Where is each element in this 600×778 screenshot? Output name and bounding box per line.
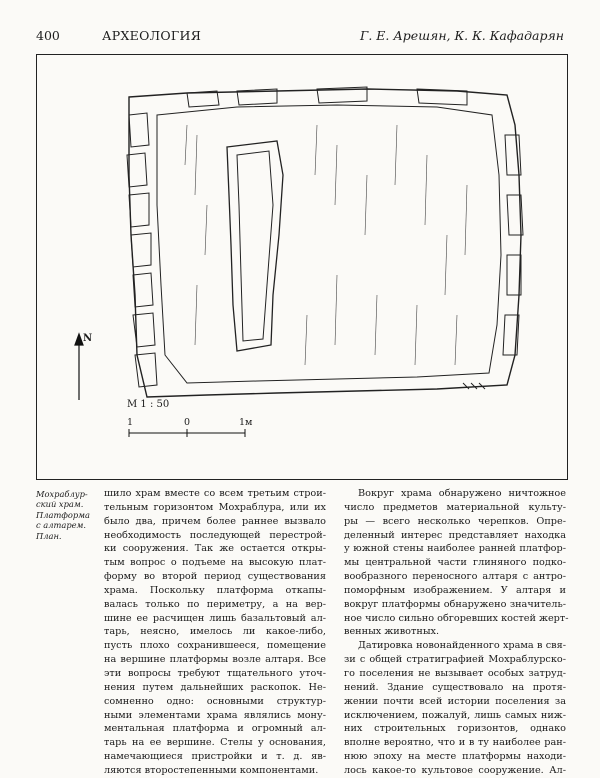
- text-line: го поселения не вызывает особых затруд-: [344, 667, 566, 679]
- text-line: шило храм вместе со всем третьим строи-: [104, 488, 326, 499]
- text-line: мы центральной части глиняного подко-: [344, 557, 566, 569]
- text-line: нюю эпоху на месте платформы находи-: [344, 751, 566, 763]
- text-line: поморфным изображением. У алтаря и: [344, 584, 566, 596]
- text-line: зи с общей стратиграфией Мохраблурско-: [344, 654, 566, 666]
- text-line: ры — всего несколько черепков. Опре-: [344, 515, 566, 527]
- text-line: исключением, пожалуй, лишь самых ниж-: [344, 709, 566, 721]
- text-line: вообразного переносного алтаря с антро-: [344, 571, 566, 583]
- text-line: ными элементами храма являлись мону-: [104, 709, 326, 721]
- text-line: Датировка новонайденного храма в свя-: [358, 640, 566, 652]
- caption-line: с алтарем.: [36, 520, 87, 531]
- caption-line: Платформа: [36, 509, 90, 520]
- text-line: Вокруг храма обнаружено ничтожное: [358, 488, 566, 499]
- text-line: деленный интерес представляет находка: [344, 529, 566, 541]
- caption-line: План.: [36, 530, 62, 541]
- text-line: форму во второй период существования: [104, 571, 326, 583]
- text-column-1: [104, 487, 326, 778]
- text-line: тарь, неясно, имелось ли какое-либо,: [104, 626, 326, 638]
- figure-caption: [36, 489, 98, 541]
- scale-tick-zero: 0: [184, 417, 191, 428]
- section-title: АРХЕОЛОГИЯ: [102, 28, 202, 43]
- text-line: храма. Поскольку платформа откапы-: [104, 584, 326, 596]
- text-line: пусть плохо сохранившееся, помещение: [104, 640, 326, 652]
- text-line: жении почти всей истории поселения за: [344, 695, 566, 707]
- text-line: нений. Здание существовало на протя-: [344, 681, 566, 693]
- text-line: ное число сильно обгоревших костей жерт-: [344, 612, 569, 624]
- text-line: ляются второстепенными компонентами.: [104, 764, 319, 776]
- text-line: намечающиеся пристройки и т. д. яв-: [104, 751, 326, 763]
- text-line: тым вопрос о подъеме на высокую плат-: [104, 557, 326, 569]
- text-line: вокруг платформы обнаружено значитель-: [344, 598, 566, 610]
- text-line: эти вопросы требуют тщательного уточ-: [104, 667, 326, 679]
- text-line: необходимость последующей перестрой-: [104, 529, 326, 541]
- temple-plan-drawing: [37, 55, 567, 479]
- text-line: валась только по периметру, а на вер-: [104, 598, 326, 610]
- north-label: N: [83, 333, 93, 344]
- text-line: у южной стены наиболее ранней платфор-: [344, 543, 566, 555]
- text-line: тельным горизонтом Мохраблура, или их: [104, 501, 326, 513]
- figure-plan: [36, 54, 568, 480]
- caption-line: ский храм.: [36, 499, 84, 510]
- text-line: шине ее расчищен лишь базальтовый ал-: [104, 612, 326, 624]
- text-line: них строительных горизонтов, однако: [344, 723, 566, 735]
- text-line: число предметов материальной культу-: [344, 501, 566, 513]
- text-line: ментальная платформа и огромный ал-: [104, 723, 326, 735]
- text-line: тарь на ее вершине. Стелы у основания,: [104, 737, 326, 749]
- text-column-2: [344, 487, 569, 778]
- text-line: лось какое-то культовое сооружение. Ал-: [344, 764, 566, 776]
- caption-line: Мохраблур-: [36, 489, 88, 499]
- text-line: сомненно одно: основными структур-: [104, 695, 326, 707]
- text-line: вполне вероятно, что и в ту наиболее ран-: [344, 737, 566, 749]
- text-line: ки сооружения. Так же остается откры-: [104, 543, 326, 555]
- scale-label: М 1 : 50: [127, 399, 170, 410]
- scale-tick-right: 1м: [239, 417, 253, 428]
- text-line: на вершине платформы возле алтаря. Все: [104, 654, 326, 666]
- authors: Г. Е. Арешян, К. К. Кафадарян: [360, 28, 564, 43]
- text-line: венных животных.: [344, 626, 440, 638]
- text-line: было два, причем более раннее вызвало: [104, 515, 326, 527]
- scale-tick-left: 1: [127, 417, 134, 428]
- text-line: нения путем дальнейших раскопок. Не-: [104, 681, 326, 693]
- page-header: [36, 28, 564, 50]
- page-number: 400: [36, 28, 60, 43]
